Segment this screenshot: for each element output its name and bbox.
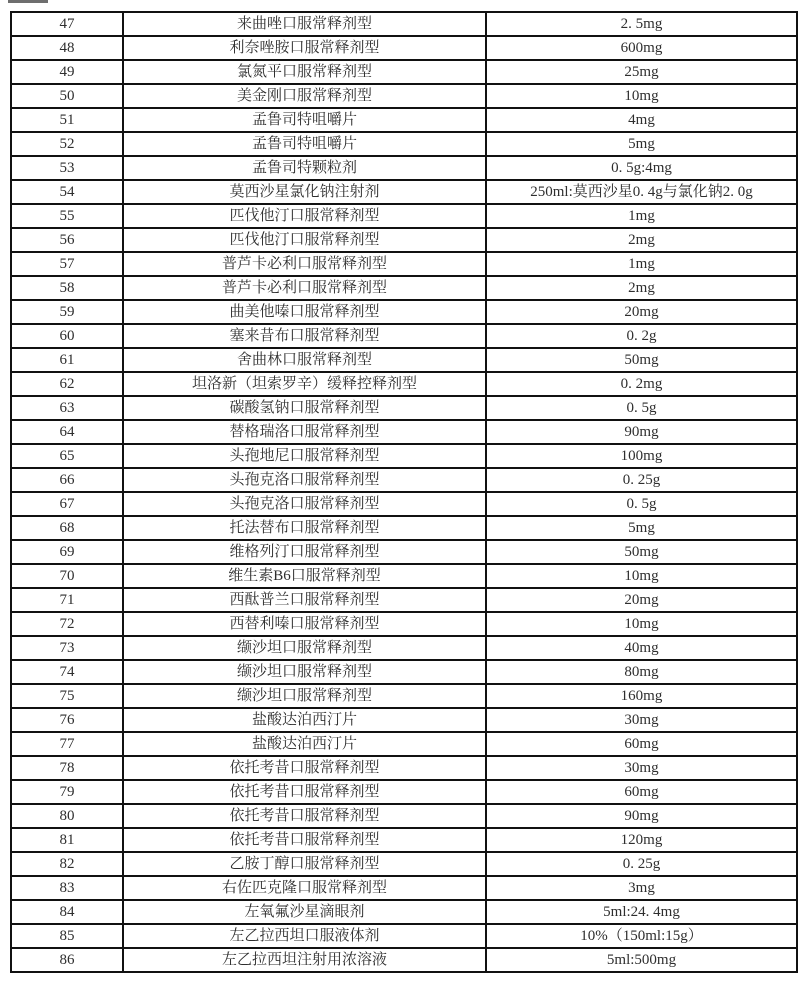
spec-cell: 2mg [486,228,797,252]
drug-name-cell: 左乙拉西坦口服液体剂 [123,924,486,948]
spec-cell: 100mg [486,444,797,468]
table-row [11,12,797,36]
drug-name-cell: 替格瑞洛口服常释剂型 [123,420,486,444]
row-number-cell: 62 [11,372,123,396]
page-edge-artifact [8,0,48,3]
table-row [11,804,797,828]
drug-name-cell: 莫西沙星氯化钠注射剂 [123,180,486,204]
table-row [11,876,797,900]
drug-name-cell: 来曲唑口服常释剂型 [123,12,486,36]
spec-cell: 10mg [486,564,797,588]
table-row [11,900,797,924]
drug-name-cell: 西酞普兰口服常释剂型 [123,588,486,612]
spec-cell: 90mg [486,804,797,828]
spec-cell: 10mg [486,84,797,108]
row-number-cell: 57 [11,252,123,276]
spec-cell: 0. 5g [486,492,797,516]
table-row [11,708,797,732]
drug-name-cell: 左乙拉西坦注射用浓溶液 [123,948,486,972]
spec-cell: 0. 5g:4mg [486,156,797,180]
spec-cell: 1mg [486,252,797,276]
drug-name-cell: 氯氮平口服常释剂型 [123,60,486,84]
table-row [11,492,797,516]
spec-cell: 90mg [486,420,797,444]
row-number-cell: 47 [11,12,123,36]
drug-name-cell: 孟鲁司特颗粒剂 [123,156,486,180]
table-row [11,180,797,204]
drug-name-cell: 盐酸达泊西汀片 [123,708,486,732]
row-number-cell: 58 [11,276,123,300]
table-row [11,612,797,636]
row-number-cell: 65 [11,444,123,468]
table-row [11,132,797,156]
row-number-cell: 73 [11,636,123,660]
spec-cell: 250ml:莫西沙星0. 4g与氯化钠2. 0g [486,180,797,204]
table-row [11,924,797,948]
row-number-cell: 82 [11,852,123,876]
table-row [11,948,797,972]
table-row [11,108,797,132]
row-number-cell: 69 [11,540,123,564]
drug-name-cell: 盐酸达泊西汀片 [123,732,486,756]
table-row [11,396,797,420]
spec-cell: 2mg [486,276,797,300]
row-number-cell: 64 [11,420,123,444]
drug-name-cell: 坦洛新（坦索罗辛）缓释控释剂型 [123,372,486,396]
row-number-cell: 80 [11,804,123,828]
row-number-cell: 85 [11,924,123,948]
drug-name-cell: 孟鲁司特咀嚼片 [123,108,486,132]
drug-name-cell: 匹伐他汀口服常释剂型 [123,204,486,228]
table-row [11,684,797,708]
drug-name-cell: 依托考昔口服常释剂型 [123,804,486,828]
table-row [11,372,797,396]
spec-cell: 40mg [486,636,797,660]
spec-cell: 10%（150ml:15g） [486,924,797,948]
row-number-cell: 53 [11,156,123,180]
spec-cell: 4mg [486,108,797,132]
table-row [11,564,797,588]
row-number-cell: 54 [11,180,123,204]
drug-name-cell: 托法替布口服常释剂型 [123,516,486,540]
row-number-cell: 74 [11,660,123,684]
drug-name-cell: 缬沙坦口服常释剂型 [123,660,486,684]
row-number-cell: 71 [11,588,123,612]
drug-name-cell: 依托考昔口服常释剂型 [123,756,486,780]
spec-cell: 50mg [486,540,797,564]
row-number-cell: 84 [11,900,123,924]
drug-name-cell: 头孢克洛口服常释剂型 [123,468,486,492]
spec-cell: 3mg [486,876,797,900]
row-number-cell: 61 [11,348,123,372]
drug-name-cell: 维生素B6口服常释剂型 [123,564,486,588]
spec-cell: 120mg [486,828,797,852]
spec-cell: 5mg [486,132,797,156]
row-number-cell: 56 [11,228,123,252]
spec-cell: 30mg [486,756,797,780]
row-number-cell: 70 [11,564,123,588]
spec-cell: 0. 5g [486,396,797,420]
drug-name-cell: 西替利嗪口服常释剂型 [123,612,486,636]
row-number-cell: 86 [11,948,123,972]
table-row [11,828,797,852]
drug-name-cell: 依托考昔口服常释剂型 [123,828,486,852]
row-number-cell: 72 [11,612,123,636]
row-number-cell: 52 [11,132,123,156]
row-number-cell: 49 [11,60,123,84]
table-row [11,276,797,300]
spec-cell: 5ml:500mg [486,948,797,972]
table-row [11,732,797,756]
table-row [11,852,797,876]
row-number-cell: 79 [11,780,123,804]
spec-cell: 0. 25g [486,468,797,492]
drug-name-cell: 右佐匹克隆口服常释剂型 [123,876,486,900]
row-number-cell: 55 [11,204,123,228]
spec-cell: 60mg [486,732,797,756]
spec-cell: 10mg [486,612,797,636]
spec-cell: 160mg [486,684,797,708]
table-row [11,348,797,372]
table-row [11,324,797,348]
row-number-cell: 60 [11,324,123,348]
row-number-cell: 75 [11,684,123,708]
drug-name-cell: 碳酸氢钠口服常释剂型 [123,396,486,420]
row-number-cell: 67 [11,492,123,516]
row-number-cell: 81 [11,828,123,852]
drug-name-cell: 头孢地尼口服常释剂型 [123,444,486,468]
spec-cell: 600mg [486,36,797,60]
spec-cell: 1mg [486,204,797,228]
table-row [11,60,797,84]
drug-name-cell: 缬沙坦口服常释剂型 [123,684,486,708]
row-number-cell: 77 [11,732,123,756]
drug-name-cell: 维格列汀口服常释剂型 [123,540,486,564]
drug-name-cell: 匹伐他汀口服常释剂型 [123,228,486,252]
drug-name-cell: 普芦卡必利口服常释剂型 [123,252,486,276]
spec-cell: 50mg [486,348,797,372]
drug-name-cell: 塞来昔布口服常释剂型 [123,324,486,348]
row-number-cell: 76 [11,708,123,732]
table-row [11,84,797,108]
row-number-cell: 63 [11,396,123,420]
spec-cell: 20mg [486,300,797,324]
table-row [11,36,797,60]
drug-name-cell: 孟鲁司特咀嚼片 [123,132,486,156]
drug-name-cell: 美金刚口服常释剂型 [123,84,486,108]
row-number-cell: 48 [11,36,123,60]
spec-cell: 0. 2g [486,324,797,348]
drug-name-cell: 缬沙坦口服常释剂型 [123,636,486,660]
spec-cell: 2. 5mg [486,12,797,36]
table-row [11,156,797,180]
spec-cell: 0. 2mg [486,372,797,396]
drug-name-cell: 头孢克洛口服常释剂型 [123,492,486,516]
spec-cell: 60mg [486,780,797,804]
table-row [11,468,797,492]
row-number-cell: 51 [11,108,123,132]
table-row [11,780,797,804]
table-row [11,228,797,252]
spec-cell: 5ml:24. 4mg [486,900,797,924]
table-row [11,516,797,540]
row-number-cell: 66 [11,468,123,492]
drug-name-cell: 左氧氟沙星滴眼剂 [123,900,486,924]
table-row [11,660,797,684]
spec-cell: 20mg [486,588,797,612]
table-row [11,636,797,660]
table-row [11,444,797,468]
drug-name-cell: 舍曲林口服常释剂型 [123,348,486,372]
drug-name-cell: 利奈唑胺口服常释剂型 [123,36,486,60]
spec-cell: 0. 25g [486,852,797,876]
row-number-cell: 83 [11,876,123,900]
spec-cell: 80mg [486,660,797,684]
drug-name-cell: 乙胺丁醇口服常释剂型 [123,852,486,876]
table-row [11,420,797,444]
table-row [11,588,797,612]
table-row [11,252,797,276]
row-number-cell: 50 [11,84,123,108]
drug-name-cell: 曲美他嗪口服常释剂型 [123,300,486,324]
table-row [11,756,797,780]
table-row [11,540,797,564]
table-row [11,204,797,228]
spec-cell: 5mg [486,516,797,540]
row-number-cell: 78 [11,756,123,780]
spec-cell: 25mg [486,60,797,84]
drug-list-table [10,11,798,973]
drug-name-cell: 普芦卡必利口服常释剂型 [123,276,486,300]
spec-cell: 30mg [486,708,797,732]
row-number-cell: 59 [11,300,123,324]
table-row [11,300,797,324]
drug-name-cell: 依托考昔口服常释剂型 [123,780,486,804]
row-number-cell: 68 [11,516,123,540]
